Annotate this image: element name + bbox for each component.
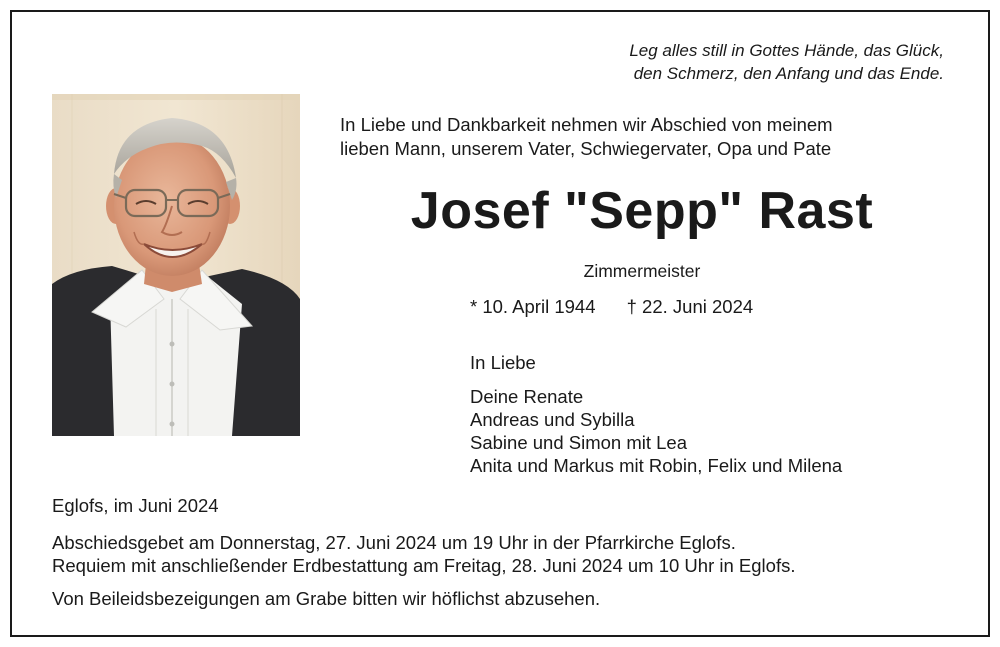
portrait-photo <box>52 94 300 436</box>
mourners-list <box>470 385 842 477</box>
birth-date: * 10. April 1944 <box>470 296 596 317</box>
mourner-item: Anita und Markus mit Robin, Felix und Milena <box>470 455 843 476</box>
bible-quote <box>524 39 944 85</box>
service-info <box>52 531 795 577</box>
intro-text <box>340 113 833 161</box>
mourner-item: Sabine und Simon mit Lea <box>470 432 687 453</box>
intro-line-2: lieben Mann, unserem Vater, Schwiegervater, Opa und Pate <box>340 138 832 159</box>
condolences-note: Von Beileidsbezeigungen am Grabe bitten wir höflichst abzusehen. <box>52 588 601 609</box>
requiem-service: Requiem mit anschließender Erdbestattung am Freitag, 28. Juni 2024 um 10 Uhr in Eglofs. <box>52 555 796 576</box>
quote-line-1: Leg alles still in Gottes Hände, das Glück, <box>629 41 944 60</box>
quote-line-2: den Schmerz, den Anfang und das Ende. <box>633 64 944 83</box>
death-date: † 22. Juni 2024 <box>626 296 754 317</box>
intro-line-1: In Liebe und Dankbarkeit nehmen wir Abschied von meinem <box>340 114 833 135</box>
mourner-item: Andreas und Sybilla <box>470 409 635 430</box>
deceased-profession: Zimmermeister <box>583 261 701 281</box>
deceased-name: Josef "Sepp" Rast <box>410 182 874 240</box>
place-and-date: Eglofs, im Juni 2024 <box>52 495 219 516</box>
mourner-item: Deine Renate <box>470 386 584 407</box>
mourners-intro: In Liebe <box>470 352 536 373</box>
prayer-service: Abschiedsgebet am Donnerstag, 27. Juni 2024 um 19 Uhr in der Pfarrkirche Eglofs. <box>52 532 736 553</box>
life-dates <box>470 294 753 320</box>
